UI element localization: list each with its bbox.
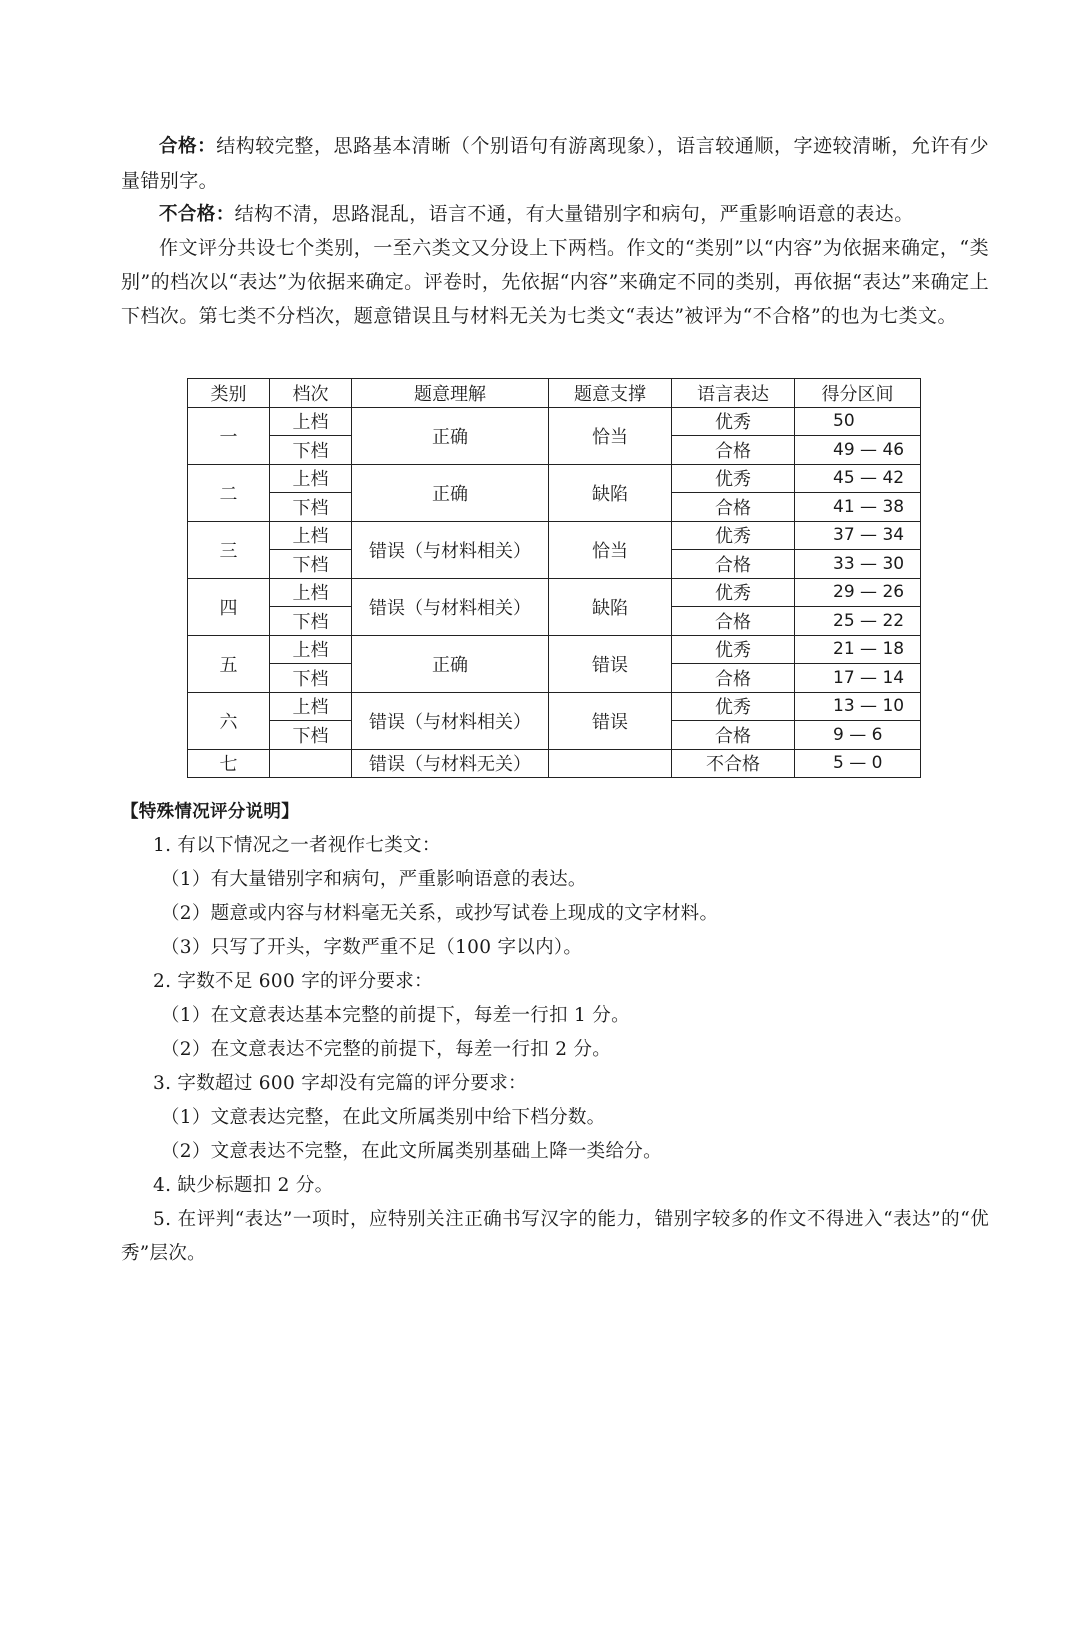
understanding-cell: 正确 [352,635,549,692]
category-cell: 五 [188,635,270,692]
notes-heading: 【特殊情况评分说明】 [121,802,299,822]
note-item: 1. 有以下情况之一者视作七类文： [153,835,441,856]
score-cell: 33 — 30 [795,550,921,579]
understanding-cell: 正确 [352,464,549,521]
note-item: 3. 字数超过 600 字却没有完篇的评分要求： [153,1073,527,1094]
table-row [188,692,921,721]
expression-cell: 优秀 [672,578,795,607]
expression-cell: 合格 [672,607,795,636]
category-cell: 七 [188,749,270,778]
intro-paragraph [121,231,989,333]
tier-cell: 下档 [270,664,352,693]
score-table [187,378,921,778]
category-cell: 六 [188,692,270,749]
note-subitem: （1）文意表达完整，在此文所属类别中给下档分数。 [161,1107,606,1128]
tier-cell: 下档 [270,607,352,636]
understanding-cell: 错误（与材料无关） [352,749,549,778]
header-category: 类别 [188,379,270,408]
table-row [188,749,921,778]
expression-cell: 合格 [672,664,795,693]
tier-cell: 上档 [270,635,352,664]
tier-cell: 上档 [270,407,352,436]
category-cell: 三 [188,521,270,578]
header-expression: 语言表达 [672,379,795,408]
understanding-cell: 错误（与材料相关） [352,521,549,578]
header-tier: 档次 [270,379,352,408]
score-cell: 9 — 6 [795,721,921,750]
expression-cell: 合格 [672,550,795,579]
category-cell: 二 [188,464,270,521]
tier-cell: 下档 [270,436,352,465]
support-cell: 恰当 [549,407,672,464]
note-subitem: （1）在文意表达基本完整的前提下，每差一行扣 1 分。 [161,1005,630,1026]
note-item: 4. 缺少标题扣 2 分。 [153,1175,334,1196]
support-cell: 缺陷 [549,578,672,635]
understanding-cell: 错误（与材料相关） [352,578,549,635]
score-cell: 29 — 26 [795,578,921,607]
score-cell: 17 — 14 [795,664,921,693]
support-cell: 恰当 [549,521,672,578]
pass-criteria-paragraph [121,129,989,198]
expression-cell: 优秀 [672,692,795,721]
expression-cell: 合格 [672,493,795,522]
score-cell: 21 — 18 [795,635,921,664]
special-notes-section [121,795,989,1271]
score-cell: 5 — 0 [795,749,921,778]
support-cell: 缺陷 [549,464,672,521]
note-subitem: （3）只写了开头，字数严重不足（100 字以内）。 [161,937,583,958]
note-subitem: （2）文意表达不完整，在此文所属类别基础上降一类给分。 [161,1141,662,1162]
understanding-cell: 错误（与材料相关） [352,692,549,749]
tier-cell: 上档 [270,464,352,493]
expression-cell: 优秀 [672,521,795,550]
table-row [188,407,921,436]
support-cell: 错误 [549,635,672,692]
table-row [188,521,921,550]
score-cell: 49 — 46 [795,436,921,465]
note-subitem: （1）有大量错别字和病句，严重影响语意的表达。 [161,869,587,890]
header-understanding: 题意理解 [352,379,549,408]
tier-cell: 下档 [270,550,352,579]
table-row [188,578,921,607]
tier-cell: 下档 [270,721,352,750]
fail-label: 不合格： [159,204,235,225]
table-row [188,635,921,664]
tier-cell: 下档 [270,493,352,522]
header-support: 题意支撑 [549,379,672,408]
pass-text: 结构较完整，思路基本清晰（个别语句有游离现象），语言较通顺，字迹较清晰，允许有少量错别字。 [121,135,989,192]
note-subitem: （2）在文意表达不完整的前提下，每差一行扣 2 分。 [161,1039,612,1060]
expression-cell: 优秀 [672,464,795,493]
expression-cell: 合格 [672,436,795,465]
score-cell: 45 — 42 [795,464,921,493]
table-header-row [188,379,921,408]
expression-cell: 不合格 [672,749,795,778]
category-cell: 一 [188,407,270,464]
understanding-cell: 正确 [352,407,549,464]
tier-cell: 上档 [270,521,352,550]
expression-cell: 优秀 [672,407,795,436]
tier-cell: 上档 [270,578,352,607]
note-subitem: （2）题意或内容与材料毫无关系，或抄写试卷上现成的文字材料。 [161,903,719,924]
note-item: 2. 字数不足 600 字的评分要求： [153,971,433,992]
score-cell: 25 — 22 [795,607,921,636]
support-cell: 错误 [549,692,672,749]
expression-cell: 合格 [672,721,795,750]
fail-criteria-paragraph [121,197,989,232]
intro-text: 作文评分共设七个类别，一至六类文又分设上下两档。作文的“类别”以“内容”为依据来确定，“类别”的档次以“表达”为依据来确定。评卷时，先依据“内容”来确定不同的类别，再依据“表达”来确定上下档次。第七类不分档次，题意错误且与材料无关为七类文“表达”被评为“不合格”的也为七类文。 [121,237,989,327]
table-row [188,464,921,493]
score-cell: 50 [795,407,921,436]
category-cell: 四 [188,578,270,635]
fail-text: 结构不清，思路混乱，语言不通，有大量错别字和病句，严重影响语意的表达。 [234,203,914,225]
pass-label: 合格： [159,136,217,157]
support-cell [549,749,672,778]
tier-cell [270,749,352,778]
header-score: 得分区间 [795,379,921,408]
note-item: 5. 在评判“表达”一项时，应特别关注正确书写汉字的能力，错别字较多的作文不得进入“表达”的“优秀”层次。 [121,1209,989,1264]
score-cell: 41 — 38 [795,493,921,522]
score-cell: 13 — 10 [795,692,921,721]
tier-cell: 上档 [270,692,352,721]
score-cell: 37 — 34 [795,521,921,550]
expression-cell: 优秀 [672,635,795,664]
